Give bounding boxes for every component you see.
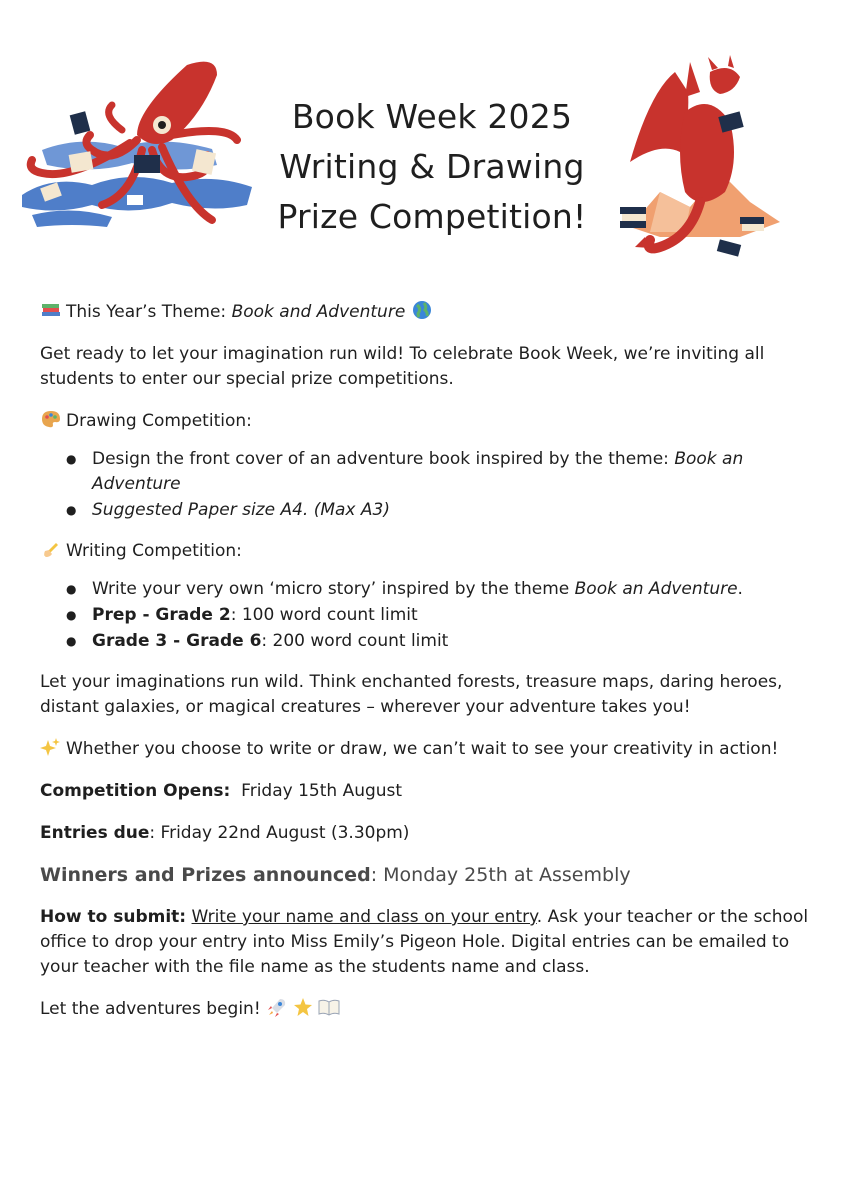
palette-emoji-icon	[40, 409, 62, 429]
list-item: ● Write your very own ‘micro story’ inspired by the theme Book an Adventure.	[66, 577, 815, 602]
dragon-reading-book-illustration	[590, 52, 790, 267]
title-line-2: Writing & Drawing	[279, 147, 585, 186]
writing-heading-text: Writing Competition:	[66, 541, 242, 561]
entries-due: Entries due: Friday 22nd August (3.30pm)	[40, 823, 410, 843]
intro-paragraph: Get ready to let your imagination run wild! To celebrate Book Week, we’re inviting all students to enter our special prize competitions.	[40, 344, 765, 389]
books-emoji-icon	[40, 300, 62, 320]
list-item: ● Design the front cover of an adventure book inspired by the theme: Book an Adventure	[66, 447, 815, 497]
glowing-star-emoji-icon	[292, 997, 314, 1017]
winners-announced: Winners and Prizes announced: Monday 25th at Assembly	[40, 864, 631, 886]
list-item: ● Prep - Grade 2: 100 word count limit	[66, 603, 815, 628]
list-item: ● Suggested Paper size A4. (Max A3)	[66, 498, 815, 523]
how-to-submit: How to submit: Write your name and class on your entry. Ask your teacher or the school office to drop your entry into Miss Emily’s Pigeon Hole. Digital entries can be emailed to your teacher with the file name as the students name and class.	[40, 907, 809, 977]
writing-hand-emoji-icon	[40, 539, 62, 559]
drawing-heading	[40, 409, 815, 434]
title-line-3: Prize Competition!	[277, 197, 587, 236]
theme-label: This Year’s Theme:	[66, 302, 232, 322]
rocket-emoji-icon	[266, 997, 288, 1017]
globe-emoji-icon	[411, 300, 433, 320]
competition-opens: Competition Opens: Friday 15th August	[40, 781, 403, 801]
theme-value: Book and Adventure	[231, 302, 406, 322]
page-title	[262, 92, 602, 242]
sparkle-paragraph	[40, 737, 815, 762]
imagination-paragraph: Let your imaginations run wild. Think enchanted forests, treasure maps, daring heroes, distant galaxies, or magical creatures – wherever your adventure takes you!	[40, 672, 783, 717]
closing-line: Let the adventures begin!	[40, 997, 815, 1022]
sparkles-emoji-icon	[40, 737, 62, 757]
drawing-heading-text: Drawing Competition:	[66, 411, 252, 431]
writing-heading	[40, 539, 815, 564]
title-line-1: Book Week 2025	[291, 97, 573, 136]
open-book-emoji-icon	[318, 997, 340, 1017]
squid-reading-books-illustration	[12, 55, 262, 245]
drawing-bullet-list	[66, 447, 815, 523]
flyer-body	[40, 300, 815, 1039]
writing-bullet-list	[66, 577, 815, 654]
theme-line	[40, 300, 815, 325]
sparkle-text: Whether you choose to write or draw, we can’t wait to see your creativity in action!	[66, 739, 779, 759]
list-item: ● Grade 3 - Grade 6: 200 word count limit	[66, 629, 815, 654]
